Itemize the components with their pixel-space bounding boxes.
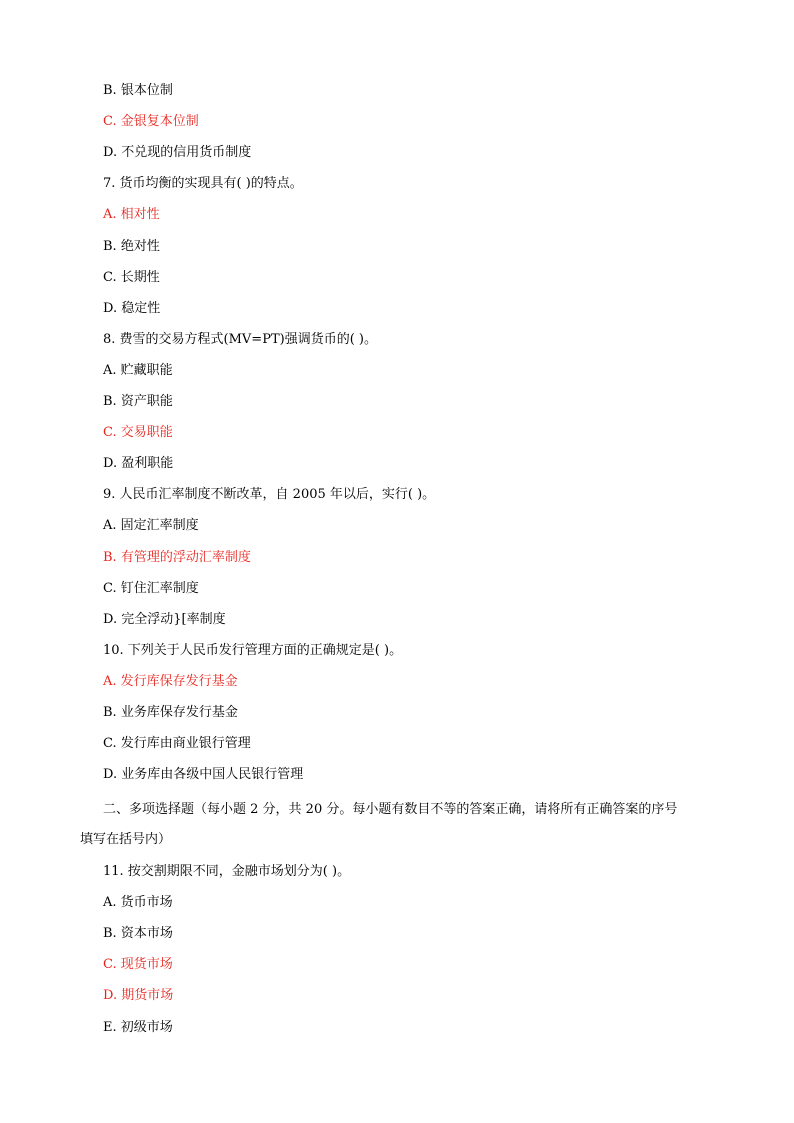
answer-option: B. 业务库保存发行基金 (103, 705, 238, 720)
section-heading-continuation: 填写在括号内） (80, 832, 172, 847)
answer-option-correct: C. 现货市场 (103, 957, 173, 973)
answer-option-correct: A. 发行库保存发行基金 (103, 673, 238, 689)
answer-option: C. 钉住汇率制度 (103, 580, 199, 596)
answer-option-correct: C. 交易职能 (103, 425, 173, 441)
answer-option: A. 贮藏职能 (103, 362, 173, 378)
answer-option-correct: C. 金银复本位制 (103, 114, 199, 130)
answer-option-correct: D. 期货市场 (103, 988, 174, 1004)
answer-option: C. 长期性 (103, 269, 160, 285)
answer-option: B. 资本市场 (103, 926, 173, 942)
question-stem: 7. 货币均衡的实现具有( )的特点。 (103, 176, 303, 192)
answer-option: C. 发行库由商业银行管理 (103, 736, 251, 752)
section-heading-multiple-choice: 二、多项选择题（每小题 2 分，共 20 分。每小题有数目不等的答案正确，请将所有正确答案的序号 (103, 802, 678, 817)
answer-option: B. 绝对性 (103, 238, 160, 254)
answer-option: A. 固定汇率制度 (103, 518, 199, 534)
answer-option: D. 完全浮动}[率制度 (103, 611, 226, 627)
answer-option: D. 稳定性 (103, 300, 161, 316)
answer-option: A. 货币市场 (103, 895, 173, 911)
answer-option-correct: A. 相对性 (103, 207, 160, 223)
answer-option: D. 不兑现的信用货币制度 (103, 145, 252, 161)
question-stem: 11. 按交割期限不同，金融市场划分为( )。 (103, 864, 351, 879)
question-stem: 10. 下列关于人民币发行管理方面的正确规定是( )。 (103, 642, 403, 658)
answer-option: B. 资产职能 (103, 394, 173, 409)
answer-option: E. 初级市场 (103, 1019, 173, 1035)
answer-option-correct: B. 有管理的浮动汇率制度 (103, 549, 251, 565)
answer-option: D. 盈利职能 (103, 456, 174, 472)
question-stem: 8. 费雪的交易方程式(MV=PT)强调货币的( )。 (103, 331, 377, 347)
answer-option: D. 业务库由各级中国人民银行管理 (103, 767, 304, 783)
question-stem: 9. 人民币汇率制度不断改革，自 2005 年以后，实行( )。 (103, 487, 436, 503)
answer-option: B. 银本位制 (103, 83, 173, 98)
